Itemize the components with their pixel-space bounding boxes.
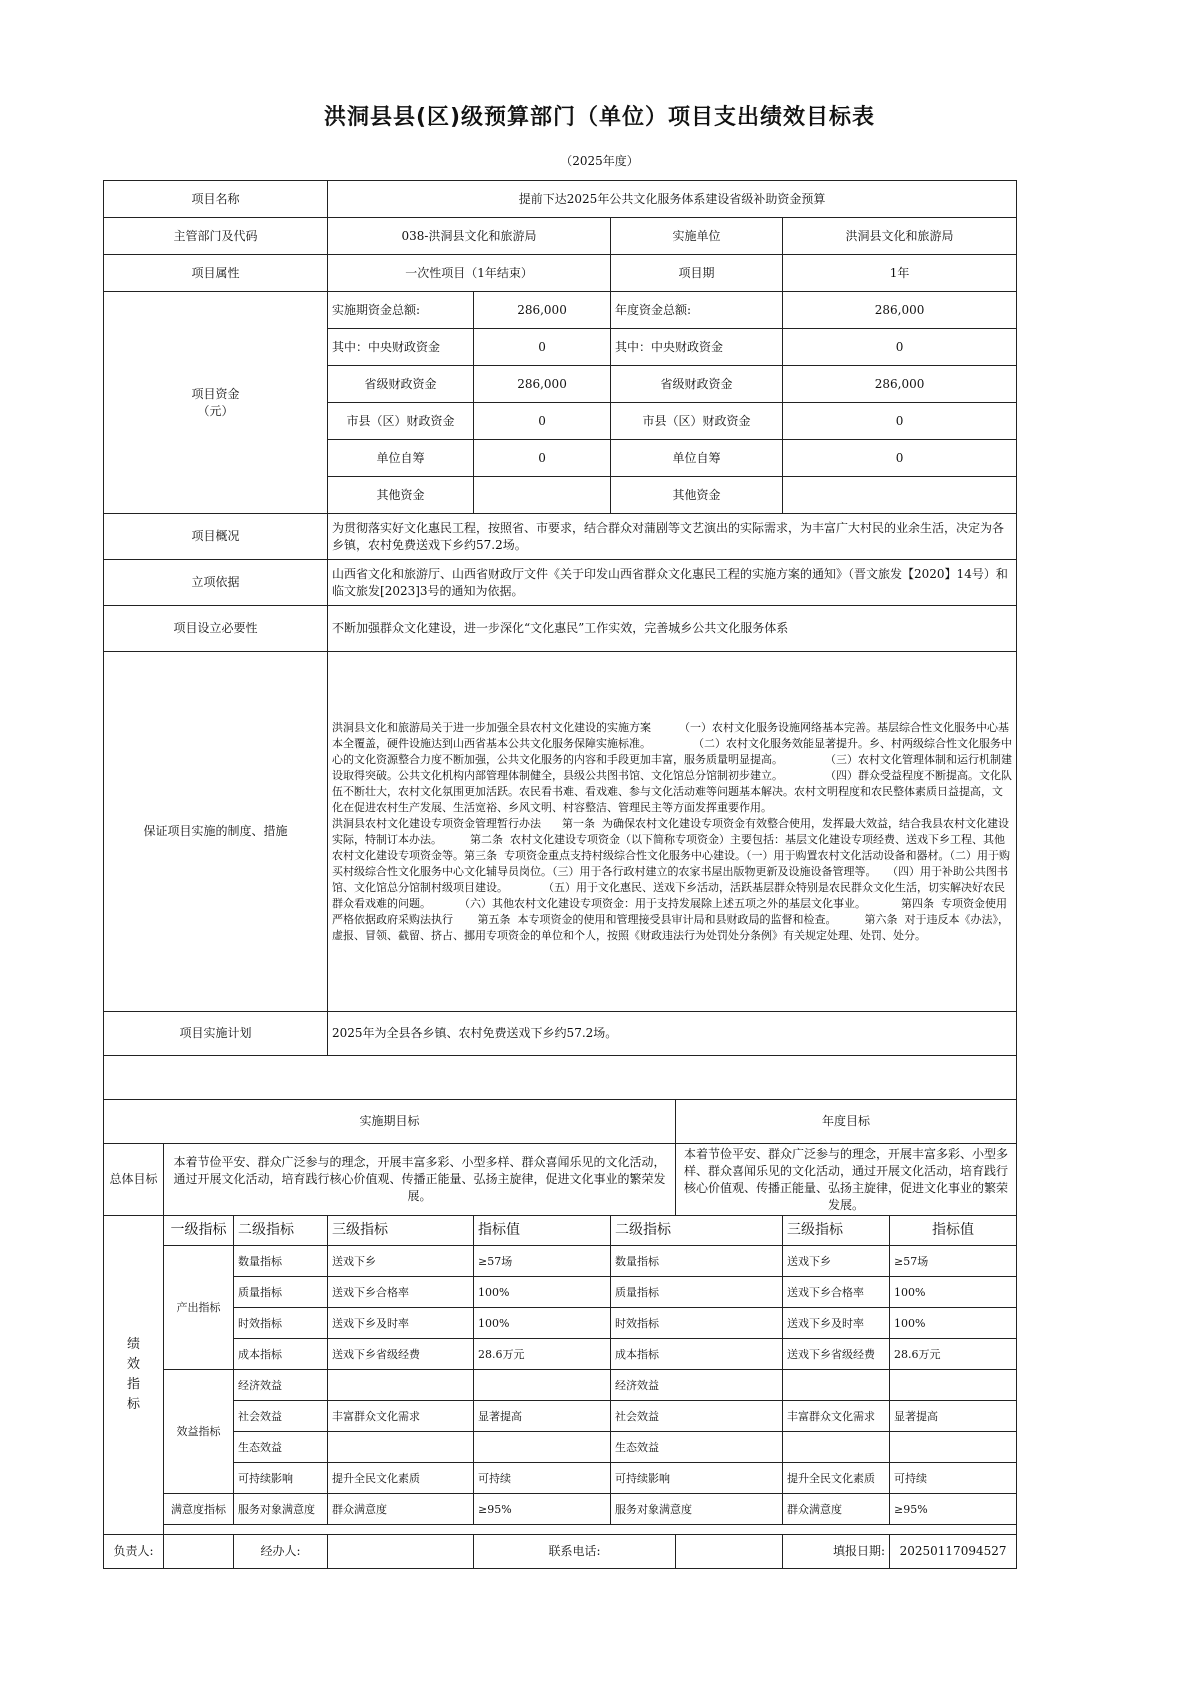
necessity-label: 项目设立必要性 — [104, 606, 328, 652]
level2-annual: 经济效益 — [611, 1370, 783, 1401]
level3-annual — [783, 1432, 890, 1463]
level3: 送戏下乡合格率 — [328, 1277, 474, 1308]
funds-annual-value: 0 — [783, 329, 1017, 366]
date-label: 填报日期: — [783, 1535, 890, 1569]
level3-annual: 送戏下乡合格率 — [783, 1277, 890, 1308]
level2: 服务对象满意度 — [234, 1494, 328, 1525]
level2: 数量指标 — [234, 1246, 328, 1277]
funds-row-value: 286,000 — [474, 366, 611, 403]
indicator-value: 可持续 — [474, 1463, 611, 1494]
overview-label: 项目概况 — [104, 514, 328, 560]
level2: 社会效益 — [234, 1401, 328, 1432]
page-title: 洪洞县县(区)级预算部门（单位）项目支出绩效目标表 — [323, 105, 876, 130]
funds-annual-label: 省级财政资金 — [611, 366, 783, 403]
funds-row-label: 实施期资金总额: — [328, 292, 474, 329]
level3 — [328, 1370, 474, 1401]
header-level2-annual: 二级指标 — [611, 1216, 783, 1246]
funds-annual-value: 0 — [783, 403, 1017, 440]
level3-annual: 送戏下乡及时率 — [783, 1308, 890, 1339]
level2: 成本指标 — [234, 1339, 328, 1370]
phone-label: 联系电话: — [474, 1535, 676, 1569]
funds-row-value — [474, 477, 611, 514]
level3: 送戏下乡 — [328, 1246, 474, 1277]
indicator-value: ≥95% — [474, 1494, 611, 1525]
level3: 群众满意度 — [328, 1494, 474, 1525]
funds-row-value: 286,000 — [474, 292, 611, 329]
impl-target-header: 实施期目标 — [104, 1100, 676, 1144]
level3: 丰富群众文化需求 — [328, 1401, 474, 1432]
level2-annual: 成本指标 — [611, 1339, 783, 1370]
funds-annual-label: 其中：中央财政资金 — [611, 329, 783, 366]
project-period-value: 1年 — [783, 255, 1017, 292]
indicator-value: 显著提高 — [474, 1401, 611, 1432]
level3-annual: 提升全民文化素质 — [783, 1463, 890, 1494]
measures-text: 洪洞县文化和旅游局关于进一步加强全县农村文化建设的实施方案 （一）农村文化服务设施网络基本完善。基层综合性文化服务中心基本全覆盖，硬件设施达到山西省基本公共文化服务保障实施标准。 （二）农村文化服务效能显著提升。乡、村两级综合性文化服务中心的文化资源整合力度不断加强，公共文化服务的内容和手段更加丰富，服务质量明显提高。 （三）农村文化管理体制和运行机制建设取得突破。公共文化机构内部管理体制健全，县级公共图书馆、文化馆总分馆制初步建立。 （四）群众受益程度不断提高。文化队伍不断壮大，农村文化氛围更加活跃。农民看书难、看戏难、参与文化活动难等问题基本解决。农村文明程度和农民整体素质日益提高，文化在促进农村生产发展、生活宽裕、乡风文明、村容整洁、管理民主等方面发挥重要作用。 洪洞县农村文化建设专项资金管理暂行办法 第一条 为确保农村文化建设专项资金有效整合使用，发挥最大效益，结合我县农村文化建设实际，特制订本办法。 第二条 农村文化建设专项资金（以下简称专项资金）主要包括：基层文化建设专项经费、送戏下乡工程、其他农村文化建设专项资金等。第三条 专项资金重点支持村级综合性文化服务中心建设。（一）用于购置农村文化活动设备和器材。（二）用于购买村级综合性文化服务中心文化辅导员岗位。（三）用于各行政村建立的农家书屋出版物更新及设施设备管理等。 （四）用于补助公共图书馆、文化馆总分馆制村级项目建设。 （五）用于文化惠民、送戏下乡活动，活跃基层群众特别是农民群众文化生活，切实解决好农民群众看戏难的问题。 （六）其他农村文化建设专项资金：用于支持发展除上述五项之外的基层文化事业。 第四条 专项资金使用严格依据政府采购法执行 第五条 本专项资金的使用和管理接受县审计局和县财政局的监督和检查。 第六条 对于违反本《办法》，虚报、冒领、截留、挤占、挪用专项资金的单位和个人，按照《财政违法行为处罚处分条例》有关规定处理、处罚、处分。 — [328, 652, 1017, 1012]
level3-annual: 送戏下乡 — [783, 1246, 890, 1277]
group-benefit: 效益指标 — [164, 1370, 234, 1494]
header-value-annual: 指标值 — [890, 1216, 1017, 1246]
indicator-value-annual: 可持续 — [890, 1463, 1017, 1494]
spacer-row — [164, 1525, 1017, 1535]
funds-annual-value: 286,000 — [783, 292, 1017, 329]
project-name: 提前下达2025年公共文化服务体系建设省级补助资金预算 — [328, 181, 1017, 218]
funds-annual-value: 286,000 — [783, 366, 1017, 403]
handler-label: 经办人: — [234, 1535, 328, 1569]
level2-annual: 数量指标 — [611, 1246, 783, 1277]
funds-row-label: 省级财政资金 — [328, 366, 474, 403]
level2-annual: 可持续影响 — [611, 1463, 783, 1494]
level3: 提升全民文化素质 — [328, 1463, 474, 1494]
side-char: 效 — [126, 1357, 140, 1372]
funds-unit: （元） — [197, 403, 234, 418]
funds-annual-value — [783, 477, 1017, 514]
funds-annual-label: 市县（区）财政资金 — [611, 403, 783, 440]
funds-annual-label: 单位自筹 — [611, 440, 783, 477]
indicator-value-annual: 100% — [890, 1308, 1017, 1339]
overall-target-label: 总体目标 — [104, 1144, 164, 1216]
side-char: 标 — [126, 1397, 140, 1412]
level2-annual: 社会效益 — [611, 1401, 783, 1432]
basis-text: 山西省文化和旅游厅、山西省财政厅文件《关于印发山西省群众文化惠民工程的实施方案的通知》（晋文旅发【2020】14号）和临文旅发[2023]3号的通知为依据。 — [328, 560, 1017, 606]
funds-row-label: 市县（区）财政资金 — [328, 403, 474, 440]
indicator-value: ≥57场 — [474, 1246, 611, 1277]
indicator-value-annual — [890, 1432, 1017, 1463]
funds-row-label: 单位自筹 — [328, 440, 474, 477]
indicator-value-annual: ≥57场 — [890, 1246, 1017, 1277]
dept-value: 038-洪洞县文化和旅游局 — [328, 218, 611, 255]
indicator-value-annual: 28.6万元 — [890, 1339, 1017, 1370]
basis-label: 立项依据 — [104, 560, 328, 606]
level2-annual: 服务对象满意度 — [611, 1494, 783, 1525]
level3-annual: 丰富群众文化需求 — [783, 1401, 890, 1432]
level2: 质量指标 — [234, 1277, 328, 1308]
level3-annual: 送戏下乡省级经费 — [783, 1339, 890, 1370]
performance-indicators-label — [104, 1216, 164, 1535]
project-attr-label: 项目属性 — [104, 255, 328, 292]
indicator-value: 100% — [474, 1277, 611, 1308]
overview-text: 为贯彻落实好文化惠民工程，按照省、市要求，结合群众对蒲剧等文艺演出的实际需求，为丰富广大村民的业余生活，决定为各乡镇，农村免费送戏下乡约57.2场。 — [328, 514, 1017, 560]
handler-value — [328, 1535, 474, 1569]
report-year: （2025年度） — [560, 154, 639, 168]
level2-annual: 时效指标 — [611, 1308, 783, 1339]
indicator-value: 100% — [474, 1308, 611, 1339]
indicator-value-annual: ≥95% — [890, 1494, 1017, 1525]
level2: 经济效益 — [234, 1370, 328, 1401]
responsible-label: 负责人: — [104, 1535, 164, 1569]
level2: 生态效益 — [234, 1432, 328, 1463]
indicator-value-annual: 显著提高 — [890, 1401, 1017, 1432]
level2-annual: 质量指标 — [611, 1277, 783, 1308]
plan-text: 2025年为全县各乡镇、农村免费送戏下乡约57.2场。 — [328, 1012, 1017, 1056]
annual-target-header: 年度目标 — [676, 1100, 1017, 1144]
group-output: 产出指标 — [164, 1246, 234, 1370]
phone-value — [676, 1535, 783, 1569]
side-char: 指 — [126, 1377, 140, 1392]
level3: 送戏下乡及时率 — [328, 1308, 474, 1339]
header-level1: 一级指标 — [164, 1216, 234, 1246]
indicator-value — [474, 1370, 611, 1401]
date-value: 20250117094527 — [890, 1535, 1017, 1569]
group-satisfaction: 满意度指标 — [164, 1494, 234, 1525]
level2: 可持续影响 — [234, 1463, 328, 1494]
level3-annual: 群众满意度 — [783, 1494, 890, 1525]
level3 — [328, 1432, 474, 1463]
measures-label: 保证项目实施的制度、措施 — [104, 652, 328, 1012]
impl-unit-value: 洪洞县文化和旅游局 — [783, 218, 1017, 255]
indicator-value: 28.6万元 — [474, 1339, 611, 1370]
funds-annual-label: 其他资金 — [611, 477, 783, 514]
indicator-value-annual: 100% — [890, 1277, 1017, 1308]
necessity-text: 不断加强群众文化建设，进一步深化“文化惠民”工作实效，完善城乡公共文化服务体系 — [328, 606, 1017, 652]
level3: 送戏下乡省级经费 — [328, 1339, 474, 1370]
dept-label: 主管部门及代码 — [104, 218, 328, 255]
plan-label: 项目实施计划 — [104, 1012, 328, 1056]
funds-row-value: 0 — [474, 403, 611, 440]
project-name-label: 项目名称 — [104, 181, 328, 218]
funds-row-value: 0 — [474, 329, 611, 366]
funds-label: 项目资金 — [191, 386, 240, 401]
funds-row-label: 其他资金 — [328, 477, 474, 514]
annual-target-text: 本着节俭平安、群众广泛参与的理念，开展丰富多彩、小型多样、群众喜闻乐见的文化活动，通过开展文化活动，培育践行核心价值观、传播正能量、弘扬主旋律，促进文化事业的繁荣发展。 — [676, 1144, 1017, 1216]
side-char: 绩 — [126, 1337, 140, 1352]
header-level3-annual: 三级指标 — [783, 1216, 890, 1246]
indicator-value — [474, 1432, 611, 1463]
funds-row-value: 0 — [474, 440, 611, 477]
header-level2: 二级指标 — [234, 1216, 328, 1246]
level2: 时效指标 — [234, 1308, 328, 1339]
header-level3: 三级指标 — [328, 1216, 474, 1246]
funds-row-label: 其中：中央财政资金 — [328, 329, 474, 366]
funds-annual-value: 0 — [783, 440, 1017, 477]
responsible-value — [164, 1535, 234, 1569]
level3-annual — [783, 1370, 890, 1401]
project-period-label: 项目期 — [611, 255, 783, 292]
blank-row — [104, 1056, 1017, 1100]
header-value: 指标值 — [474, 1216, 611, 1246]
impl-target-text: 本着节俭平安、群众广泛参与的理念，开展丰富多彩、小型多样、群众喜闻乐见的文化活动，通过开展文化活动，培育践行核心价值观、传播正能量、弘扬主旋律，促进文化事业的繁荣发展。 — [164, 1144, 676, 1216]
project-attr-value: 一次性项目（1年结束） — [328, 255, 611, 292]
performance-target-table — [103, 180, 1017, 1569]
funds-annual-label: 年度资金总额: — [611, 292, 783, 329]
indicator-value-annual — [890, 1370, 1017, 1401]
impl-unit-label: 实施单位 — [611, 218, 783, 255]
level2-annual: 生态效益 — [611, 1432, 783, 1463]
funds-label-cell — [104, 292, 328, 514]
